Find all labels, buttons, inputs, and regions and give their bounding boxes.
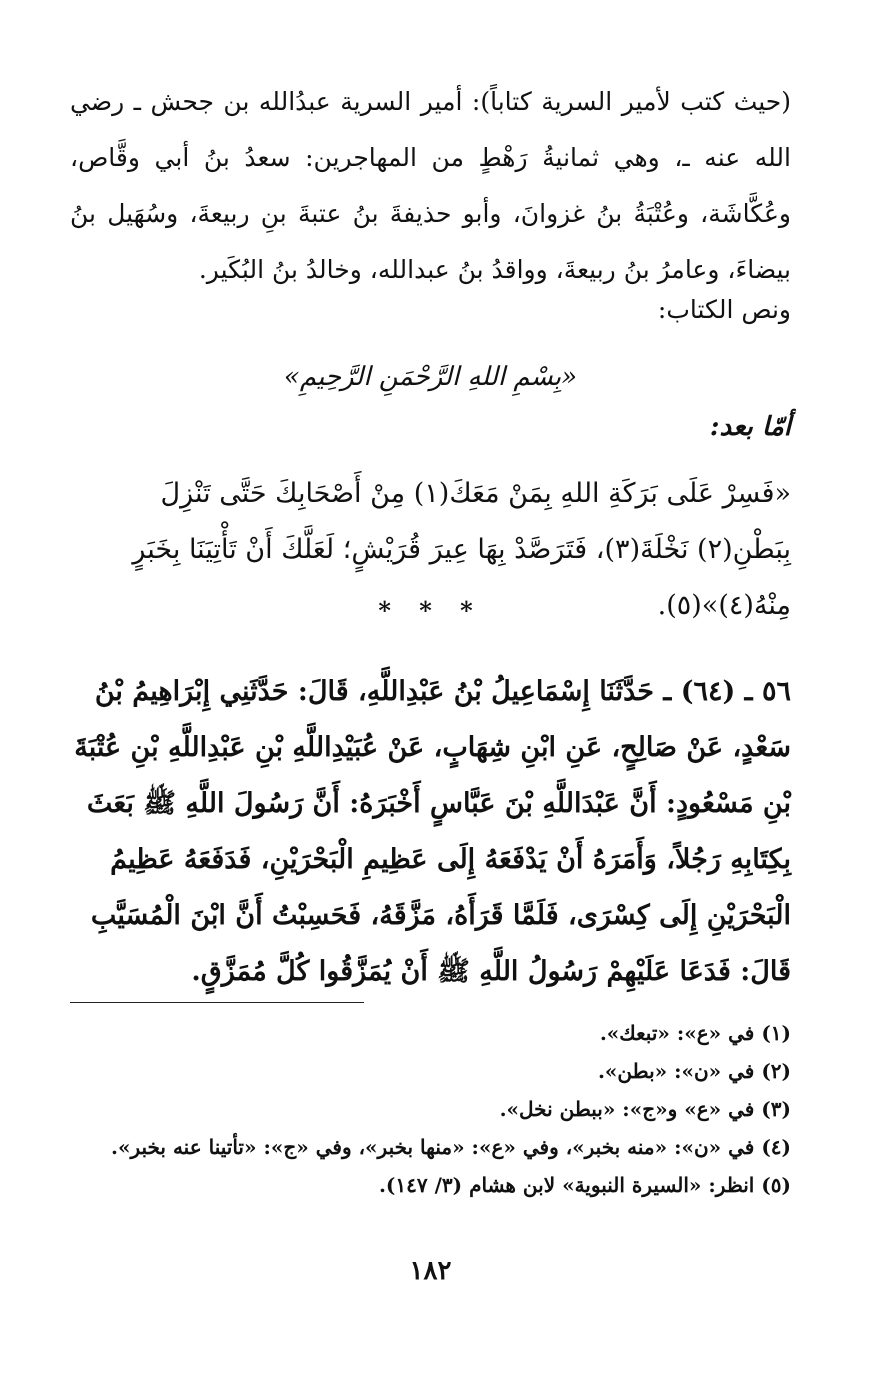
footnotes-list: [70, 1014, 791, 1204]
page-number: ١٨٢: [409, 1256, 452, 1286]
amma-baad: أمّا بعد:: [709, 412, 791, 442]
footnote: (٤) في «ن»: «منه بخبر»، وفي «ع»: «منها بخبر»، وفي «ج»: «تأتينا عنه بخبر».: [110, 1135, 791, 1159]
footnote: (٣) في «ع» و«ج»: «ببطن نخل».: [499, 1097, 791, 1121]
footnote: (٢) في «ن»: «بطن».: [597, 1059, 791, 1083]
section-separator: * * *: [378, 596, 483, 625]
footnote-divider: [70, 1002, 364, 1003]
letter-text: «فَسِرْ عَلَى بَرَكَةِ اللهِ بِمَنْ مَعَكَ(١) مِنْ أَصْحَابِكَ حَتَّى تَنْزِلَ بِبَطْنِ(٢) نَخْلَةَ(٣)، فَتَرَصَّدْ بِهَا عِيرَ قُرَيْشٍ؛ لَعَلَّكَ أَنْ تَأْتِيَنَا بِخَبَرٍ مِنْهُ(٤)»(٥).: [132, 478, 791, 621]
letter-label: ونص الكتاب:: [657, 295, 791, 324]
intro-paragraph: (حيث كتب لأمير السرية كتاباً): أمير السرية عبدُالله بن جحش ـ رضي الله عنه ـ، وهي ثمانيةُ رَهْطٍ من المهاجرين: سعدُ بنُ أبي وقَّاص، وعُكَّاشَة، وعُتْبَةُ بنُ غزوانَ، وأبو حذيفةَ بنُ عتبةَ بنِ ربيعةَ، وسُهَيل بنُ بيضاءَ، وعامرُ بنُ ربيعةَ، وواقدُ بنُ عبدالله، وخالدُ بنُ البُكَير.: [70, 87, 791, 284]
footnote: (١) في «ع»: «تبعك».: [599, 1021, 791, 1045]
hadith-paragraph: ٥٦ ـ (٦٤) ـ حَدَّثَنَا إِسْمَاعِيلُ بْنُ عَبْدِاللَّهِ، قَالَ: حَدَّثَنِي إِبْرَاهِيمُ بْنُ سَعْدٍ، عَنْ صَالِحٍ، عَنِ ابْنِ شِهَابٍ، عَنْ عُبَيْدِاللَّهِ بْنِ عَبْدِاللَّهِ بْنِ عُتْبَةَ بْنِ مَسْعُودٍ: أَنَّ عَبْدَاللَّهِ بْنَ عَبَّاسٍ أَخْبَرَهُ: أَنَّ رَسُولَ اللَّهِ ﷺ بَعَثَ بِكِتَابِهِ رَجُلاً، وَأَمَرَهُ أَنْ يَدْفَعَهُ إِلَى عَظِيمِ الْبَحْرَيْنِ، فَدَفَعَهُ عَظِيمُ الْبَحْرَيْنِ إِلَى كِسْرَى، فَلَمَّا قَرَأَهُ، مَزَّقَهُ، فَحَسِبْتُ أَنَّ ابْنَ الْمُسَيَّبِ قَالَ: فَدَعَا عَلَيْهِمْ رَسُولُ اللَّهِ ﷺ أَنْ يُمَزَّقُوا كُلَّ مُمَزَّقٍ.: [74, 676, 791, 987]
footnote: (٥) انظر: «السيرة النبوية» لابن هشام (٣/ ١٤٧).: [378, 1173, 791, 1197]
basmala: «بِسْمِ اللهِ الرَّحْمَنِ الرَّحِيمِ»: [283, 362, 578, 392]
